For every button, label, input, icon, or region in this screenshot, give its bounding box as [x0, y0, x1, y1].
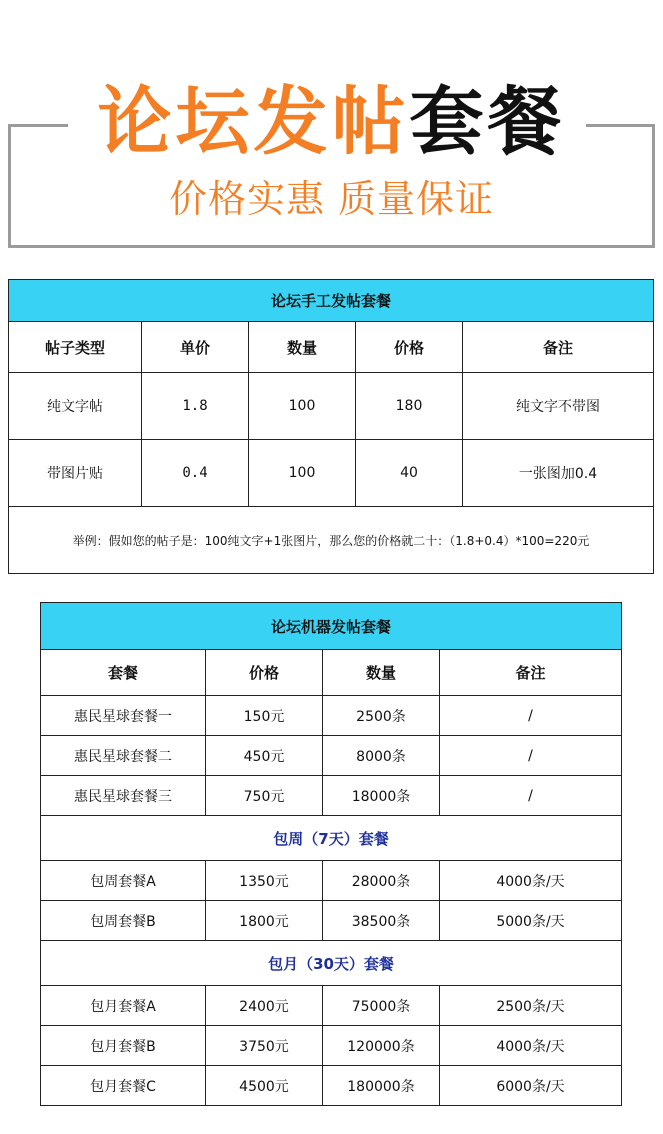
- table-cell: 450元: [206, 736, 323, 776]
- table-cell: 180000条: [323, 1066, 440, 1106]
- table-cell: 2400元: [206, 986, 323, 1026]
- robot-table-header-row: [41, 650, 622, 696]
- table-cell: /: [440, 696, 622, 736]
- table-cell: 4000条/天: [440, 1026, 622, 1066]
- table-cell: 100: [249, 373, 356, 440]
- table-cell: 1.8: [142, 373, 249, 440]
- page-title-orange: 论坛发帖: [97, 79, 410, 165]
- robot-table-caption: 论坛机器发帖套餐: [41, 603, 622, 650]
- table-cell: 带图片贴: [9, 440, 142, 507]
- weekly-section-title: 包周（7天）套餐: [41, 816, 622, 861]
- table-cell: 惠民星球套餐三: [41, 776, 206, 816]
- column-header: 价格: [206, 650, 323, 696]
- table-cell: /: [440, 736, 622, 776]
- manual-table-header-row: [9, 322, 654, 373]
- header-frame-bottom: [8, 245, 655, 248]
- table-row: [41, 1026, 622, 1066]
- price-example-note: 举例：假如您的帖子是：100纯文字+1张图片，那么您的价格就二十：（1.8+0.4）*100=220元: [9, 507, 654, 574]
- table-cell: 150元: [206, 696, 323, 736]
- table-cell: 1800元: [206, 901, 323, 941]
- table-cell: 包周套餐B: [41, 901, 206, 941]
- manual-example-row: [9, 507, 654, 574]
- table-cell: 100: [249, 440, 356, 507]
- table-cell: 1350元: [206, 861, 323, 901]
- table-cell: 750元: [206, 776, 323, 816]
- table-cell: 38500条: [323, 901, 440, 941]
- table-cell: 惠民星球套餐一: [41, 696, 206, 736]
- column-header: 套餐: [41, 650, 206, 696]
- table-cell: 包月套餐A: [41, 986, 206, 1026]
- table-cell: 包月套餐B: [41, 1026, 206, 1066]
- table-cell: 120000条: [323, 1026, 440, 1066]
- table-cell: 3750元: [206, 1026, 323, 1066]
- table-cell: 75000条: [323, 986, 440, 1026]
- table-row: [41, 696, 622, 736]
- table-cell: 一张图加0.4: [463, 440, 654, 507]
- column-header: 单价: [142, 322, 249, 373]
- table-cell: 纯文字不带图: [463, 373, 654, 440]
- table-cell: 5000条/天: [440, 901, 622, 941]
- table-cell: 8000条: [323, 736, 440, 776]
- table-row: [9, 373, 654, 440]
- table-cell: 4000条/天: [440, 861, 622, 901]
- robot-package-table: [40, 602, 622, 1106]
- column-header: 备注: [463, 322, 654, 373]
- table-cell: 2500条/天: [440, 986, 622, 1026]
- column-header: 数量: [323, 650, 440, 696]
- table-cell: 40: [356, 440, 463, 507]
- table-cell: 2500条: [323, 696, 440, 736]
- table-row: [41, 901, 622, 941]
- table-cell: 纯文字帖: [9, 373, 142, 440]
- manual-package-table: [8, 279, 654, 574]
- table-cell: 惠民星球套餐二: [41, 736, 206, 776]
- table-row: [9, 440, 654, 507]
- column-header: 价格: [356, 322, 463, 373]
- column-header: 数量: [249, 322, 356, 373]
- table-cell: 4500元: [206, 1066, 323, 1106]
- table-cell: 包周套餐A: [41, 861, 206, 901]
- table-row: [41, 1066, 622, 1106]
- page-subtitle: 价格实惠 质量保证: [168, 177, 495, 221]
- table-cell: 包月套餐C: [41, 1066, 206, 1106]
- monthly-section-title: 包月（30天）套餐: [41, 941, 622, 986]
- table-cell: 18000条: [323, 776, 440, 816]
- table-row: [41, 776, 622, 816]
- table-cell: /: [440, 776, 622, 816]
- table-row: [41, 861, 622, 901]
- table-cell: 28000条: [323, 861, 440, 901]
- column-header: 备注: [440, 650, 622, 696]
- column-header: 帖子类型: [9, 322, 142, 373]
- table-cell: 180: [356, 373, 463, 440]
- manual-table-caption: 论坛手工发帖套餐: [9, 280, 654, 322]
- table-cell: 0.4: [142, 440, 249, 507]
- table-row: [41, 986, 622, 1026]
- page-title-black: 套餐: [409, 79, 566, 165]
- page-title: [0, 76, 663, 168]
- table-row: [41, 736, 622, 776]
- table-cell: 6000条/天: [440, 1066, 622, 1106]
